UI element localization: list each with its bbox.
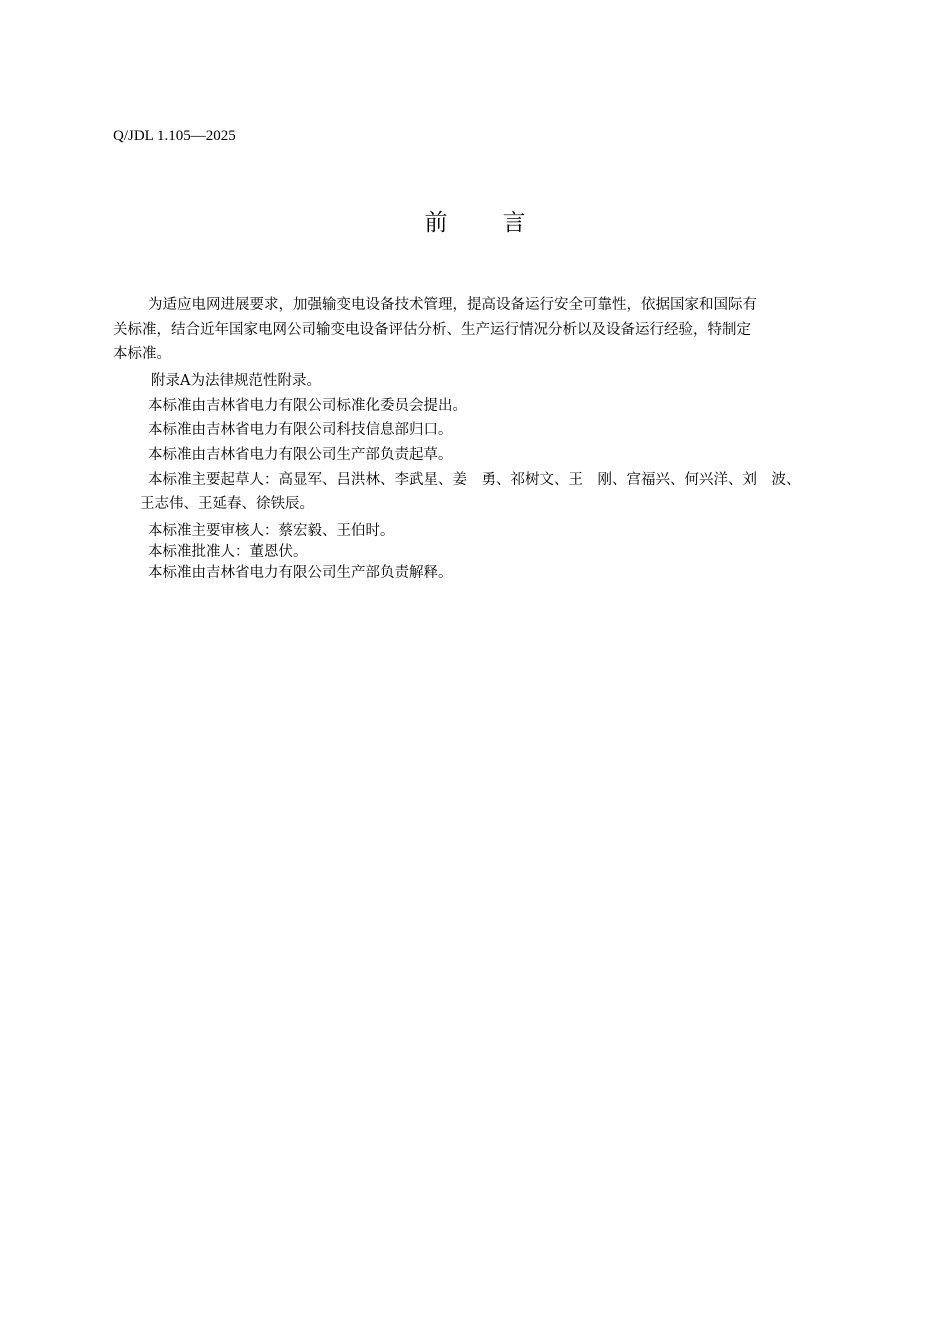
- drafters-text-line2: 王志伟、王延春、徐铁辰。: [140, 496, 314, 512]
- drafted-by-text: 本标准由吉林省电力有限公司生产部负责起草。: [148, 447, 453, 463]
- intro-line: 关标准，结合近年国家电网公司输变电设备评估分析、生产运行情况分析以及设备运行经验，特制定: [113, 321, 751, 338]
- page-title: 前言: [424, 210, 581, 236]
- intro-paragraph: [113, 293, 861, 367]
- document-code: Q/JDL 1.105—2025: [113, 128, 236, 144]
- appendix-note: 附录A为法律规范性附录。: [151, 373, 321, 389]
- intro-line: 本标准。: [113, 346, 171, 362]
- approver-text: 本标准批准人：董恩伏。: [148, 544, 308, 560]
- interpreted-by-text: 本标准由吉林省电力有限公司生产部负责解释。: [148, 565, 453, 581]
- drafters-text-line1: 本标准主要起草人：高显军、吕洪林、李武星、姜 勇、祁树文、王 刚、宫福兴、何兴洋、刘 波、: [148, 472, 801, 488]
- reviewers-text: 本标准主要审核人：蔡宏毅、王伯时。: [148, 523, 395, 539]
- intro-line: 为适应电网进展要求，加强输变电设备技术管理，提高设备运行安全可靠性，依据国家和国际有: [148, 297, 757, 313]
- managed-by-text: 本标准由吉林省电力有限公司科技信息部归口。: [148, 422, 453, 438]
- proposed-by-text: 本标准由吉林省电力有限公司标准化委员会提出。: [148, 398, 467, 414]
